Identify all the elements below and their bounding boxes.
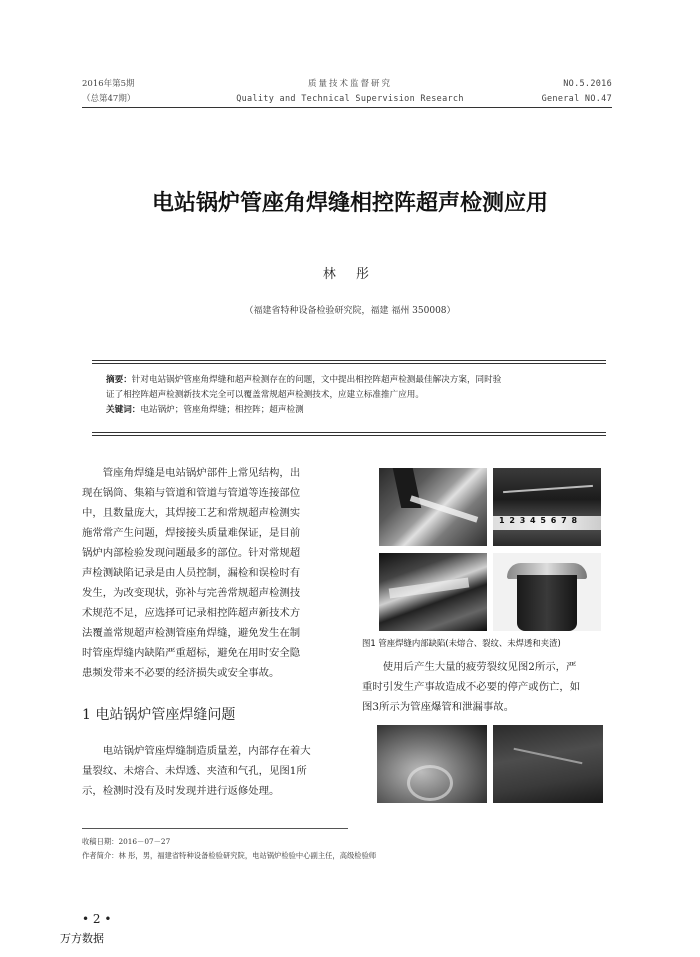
intro-line: 现在锅筒、集箱与管道和管道与管道等连接部位 bbox=[82, 487, 301, 499]
abstract-line-2: 证了相控阵超声检测新技术完全可以覆盖常规超声检测技术，应建立标准推广应用。 bbox=[106, 390, 424, 400]
section-heading-1: 1 电站锅炉管座焊缝问题 bbox=[82, 707, 236, 723]
right-paragraph bbox=[362, 657, 612, 717]
header-rule bbox=[82, 107, 612, 108]
right-line: 使用后产生大量的疲劳裂纹见图2所示，严 bbox=[382, 661, 577, 673]
intro-line: 锅炉内部检验发现问题最多的部位。针对常规超 bbox=[82, 547, 301, 559]
intro-line: 中，且数量庞大，其焊接工艺和常规超声检测实 bbox=[82, 507, 301, 519]
intro-line: 施常常产生问题，焊接接头质量难保证，是目前 bbox=[82, 527, 301, 539]
intro-line: 患频发带来不必要的经济损失或安全事故。 bbox=[82, 667, 280, 679]
figure2-photo-fatigue-crack-2 bbox=[493, 725, 603, 803]
header-total-en: General NO.47 bbox=[541, 94, 612, 104]
figure1-caption: 图1 管座焊缝内部缺陷(未熔合、裂纹、未焊透和夹渣) bbox=[362, 638, 561, 648]
abstract bbox=[106, 373, 594, 418]
keywords-label: 关键词： bbox=[106, 405, 141, 415]
keywords: 电站锅炉；管座角焊缝；相控阵；超声检测 bbox=[140, 405, 304, 415]
right-line: 重时引发生产事故造成不必要的停产或伤亡，如 bbox=[362, 681, 581, 693]
intro-line: 管座角焊缝是电站锅炉部件上常见结构，出 bbox=[102, 467, 301, 479]
footnote-author-bio: 作者简介：林 彤，男，福建省特种设备检验研究院，电站锅炉检验中心副主任，高级检验师 bbox=[82, 851, 377, 860]
header-journal-en: Quality and Technical Supervision Research bbox=[236, 94, 464, 104]
abstract-rule-bottom bbox=[92, 432, 606, 433]
header-total-cn: （总第47期） bbox=[82, 94, 136, 104]
section1-line: 量裂纹、未熔合、未焊透、夹渣和气孔，见图1所 bbox=[82, 765, 307, 777]
section1-paragraph bbox=[82, 741, 348, 801]
article-affiliation: （福建省特种设备检验研究院，福建 福州 350008） bbox=[244, 306, 456, 316]
article-title: 电站锅炉管座角焊缝相控阵超声检测应用 bbox=[151, 191, 548, 216]
ruler-digits: 1 2 3 4 5 6 7 8 bbox=[499, 516, 579, 525]
article-author: 林 彤 bbox=[322, 267, 378, 282]
header-issue-en: NO.5.2016 bbox=[563, 79, 612, 89]
header-journal-cn: 质量技术监督研究 bbox=[307, 79, 392, 89]
intro-line: 时管座焊缝内缺陷严重超标，避免在用时安全隐 bbox=[82, 647, 301, 659]
intro-line: 声检测缺陷记录是由人员控制，漏检和误检时有 bbox=[82, 567, 301, 579]
footnote-rule bbox=[82, 828, 348, 829]
page-number: • 2 • bbox=[82, 912, 112, 926]
watermark: 万方数据 bbox=[60, 932, 104, 945]
header-issue-cn: 2016年第5期 bbox=[82, 79, 135, 89]
intro-line: 发生，为改变现状，弥补与完善常规超声检测技 bbox=[82, 587, 301, 599]
section1-line: 示，检测时没有及时发现并进行返修处理。 bbox=[82, 785, 280, 797]
figure1-photo-lack-of-fusion bbox=[379, 468, 487, 546]
abstract-rule-top-2 bbox=[92, 363, 606, 364]
abstract-rule-top bbox=[92, 360, 606, 361]
figure1-photo-incomplete-penetration bbox=[379, 553, 487, 631]
intro-line: 法覆盖常规超声检测管座角焊缝，避免发生在制 bbox=[82, 627, 301, 639]
figure1-photo-crack bbox=[493, 468, 601, 546]
abstract-rule-bottom-2 bbox=[92, 435, 606, 436]
footnote-received: 收稿日期：2016－07－27 bbox=[82, 837, 171, 846]
abstract-label: 摘要： bbox=[106, 375, 132, 385]
figure2-photo-fatigue-crack-1 bbox=[377, 725, 487, 803]
right-line: 图3所示为管座爆管和泄漏事故。 bbox=[362, 701, 515, 713]
intro-paragraph bbox=[82, 463, 348, 683]
abstract-line-1: 针对电站锅炉管座角焊缝和超声检测存在的问题，文中提出相控阵超声检测最佳解决方案，同时验 bbox=[131, 375, 502, 385]
section1-line: 电站锅炉管座焊缝制造质量差，内部存在着大 bbox=[102, 745, 311, 757]
figure1-photo-slag-inclusion bbox=[493, 553, 601, 631]
intro-line: 术规范不足，应选择可记录相控阵超声新技术方 bbox=[82, 607, 301, 619]
